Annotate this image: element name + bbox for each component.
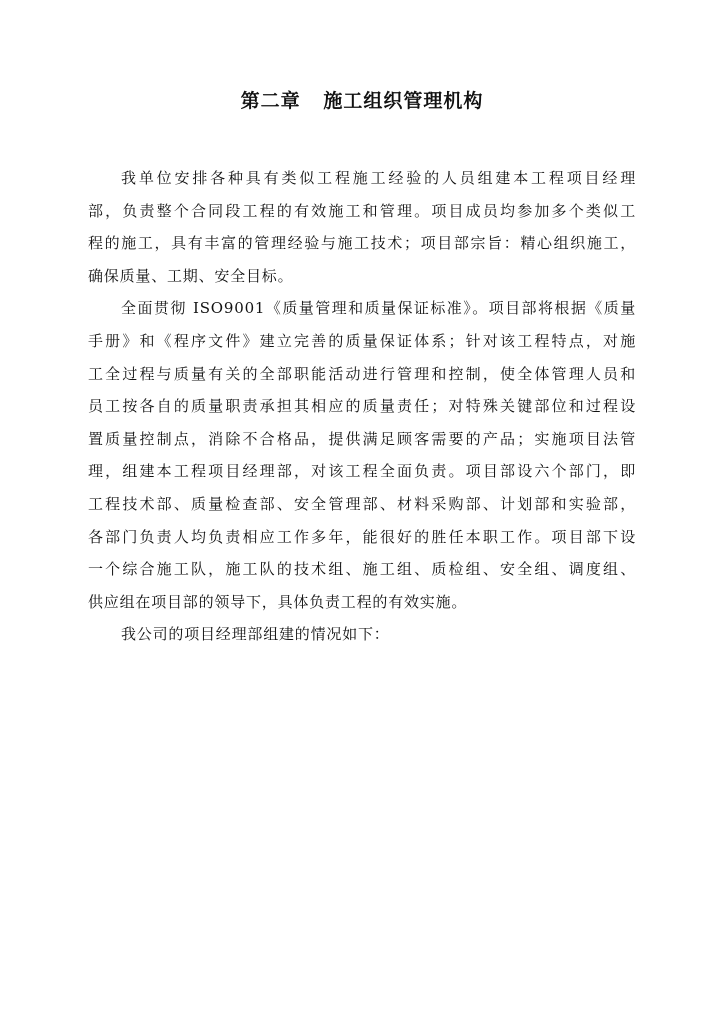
- document-body: [88, 162, 636, 651]
- paragraph-line: 部，负责整个合同段工程的有效施工和管理。项目成员均参加多个类似工: [88, 201, 636, 220]
- paragraph-line: 确保质量、工期、安全目标。: [88, 266, 294, 285]
- paragraph-line: 理，组建本工程项目经理部，对该工程全面负责。项目部设六个部门，即: [88, 462, 636, 481]
- paragraph-1: [88, 162, 636, 292]
- paragraph-line: 置质量控制点，消除不合格品，提供满足顾客需要的产品；实施项目法管: [88, 429, 636, 448]
- paragraph-line: 工全过程与质量有关的全部职能活动进行管理和控制，使全体管理人员和: [88, 364, 636, 383]
- paragraph-line: 一个综合施工队，施工队的技术组、施工组、质检组、安全组、调度组、: [88, 560, 636, 579]
- chapter-title: 第二章 施工组织管理机构: [240, 90, 484, 112]
- paragraph-line: 程的施工，具有丰富的管理经验与施工技术；项目部宗旨：精心组织施工，: [88, 234, 636, 253]
- paragraph-line: 各部门负责人均负责相应工作多年，能很好的胜任本职工作。项目部下设: [88, 527, 636, 546]
- paragraph-2: [88, 292, 636, 618]
- paragraph-line: 我单位安排各种具有类似工程施工经验的人员组建本工程项目经理: [121, 169, 636, 187]
- paragraph-3: [88, 618, 636, 651]
- paragraph-line: 我公司的项目经理部组建的情况如下：: [121, 625, 390, 644]
- paragraph-line: 供应组在项目部的领导下，具体负责工程的有效实施。: [88, 592, 468, 611]
- paragraph-line: 员工按各自的质量职责承担其相应的质量责任；对特殊关键部位和过程设: [88, 397, 636, 416]
- paragraph-line: 工程技术部、质量检查部、安全管理部、材料采购部、计划部和实验部，: [88, 494, 636, 513]
- paragraph-line: 手册》和《程序文件》建立完善的质量保证体系；针对该工程特点，对施: [88, 331, 636, 350]
- paragraph-line: 全面贯彻 ISO9001《质量管理和质量保证标准》。项目部将根据《质量: [121, 299, 636, 318]
